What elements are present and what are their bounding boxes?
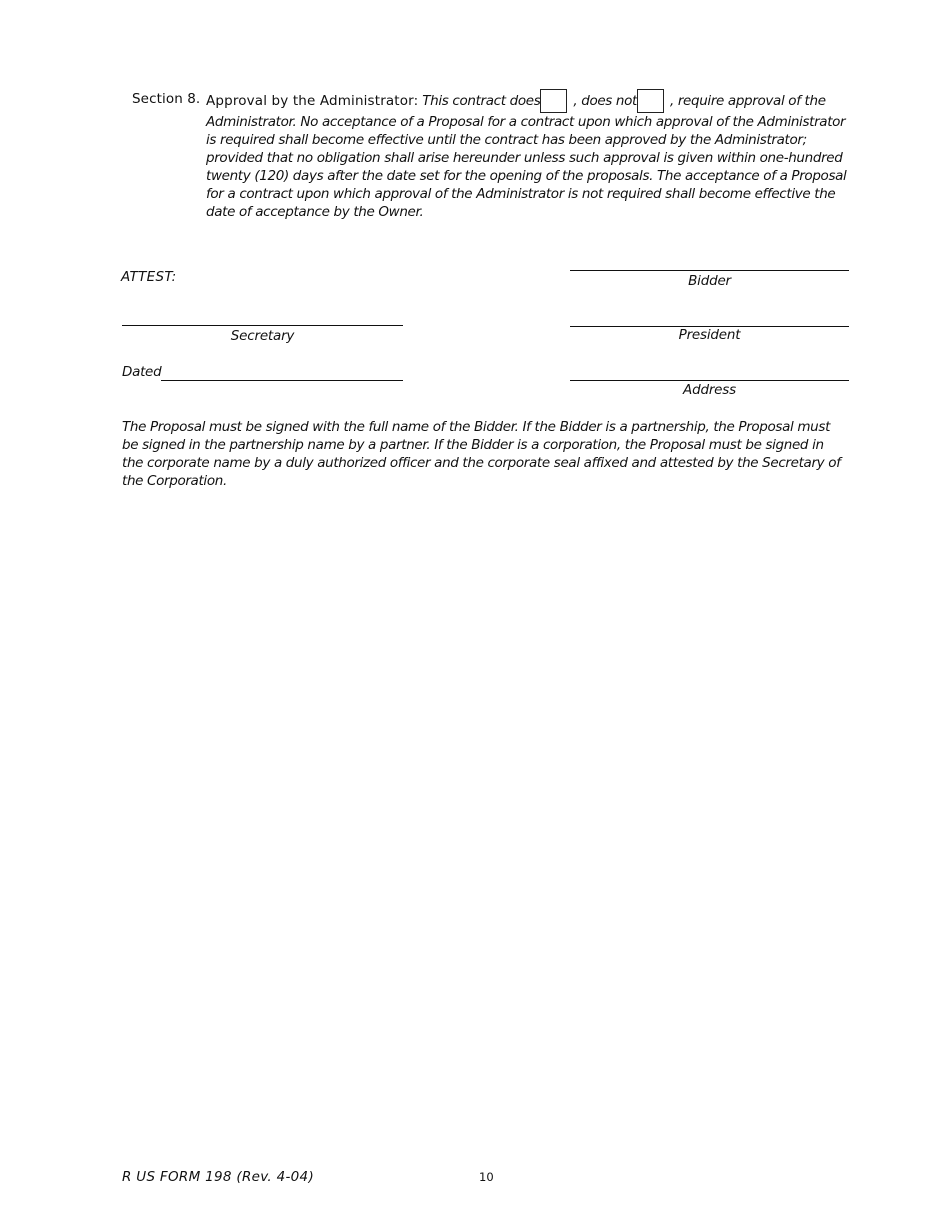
does-require-checkbox[interactable] [540, 89, 567, 113]
clause-does-label: This contract does [422, 93, 541, 109]
dated-line[interactable] [161, 380, 403, 381]
section-number: Section 8. [132, 91, 201, 107]
section-8-body [206, 89, 856, 221]
section-heading: Approval by the Administrator: [206, 93, 419, 109]
clause-does-not-label: , does not [573, 93, 637, 109]
signing-instructions: The Proposal must be signed with the full name of the Bidder. If the Bidder is a partnership, the Proposal must be signed in the partnership name by a partner. If the Bidder is a corporation, the Proposal must be signed in the corporate name by a duly authorized officer and the corporate seal affixed and attested by the Secretary of the Corporation. [122, 419, 841, 489]
bidder-signature-line[interactable] [570, 270, 849, 271]
president-label: President [678, 327, 741, 343]
section-8-text: Administrator. No acceptance of a Proposal for a contract upon which approval of the Administrator is required shall become effective until the contract has been approved by the Administrator; provided that no obligation shall arise hereunder unless such approval is given within one-hundred twenty (120) days after the date set for the opening of the proposals. The acceptance of a Proposal for a contract upon which approval of the Administrator is not required shall become effective the date of acceptance by the Owner. [206, 114, 847, 220]
secretary-label: Secretary [230, 328, 295, 344]
form-id: R US FORM 198 (Rev. 4-04) [122, 1169, 315, 1185]
address-line[interactable] [570, 380, 849, 381]
secretary-signature-line[interactable] [122, 325, 403, 326]
page-number: 10 [479, 1170, 494, 1184]
does-not-require-checkbox[interactable] [637, 89, 664, 113]
address-label: Address [683, 382, 736, 398]
clause-require-label: , require approval of the [669, 93, 826, 109]
bidder-label: Bidder [688, 273, 731, 289]
attest-label: ATTEST: [121, 269, 177, 285]
dated-label: Dated [122, 364, 162, 380]
